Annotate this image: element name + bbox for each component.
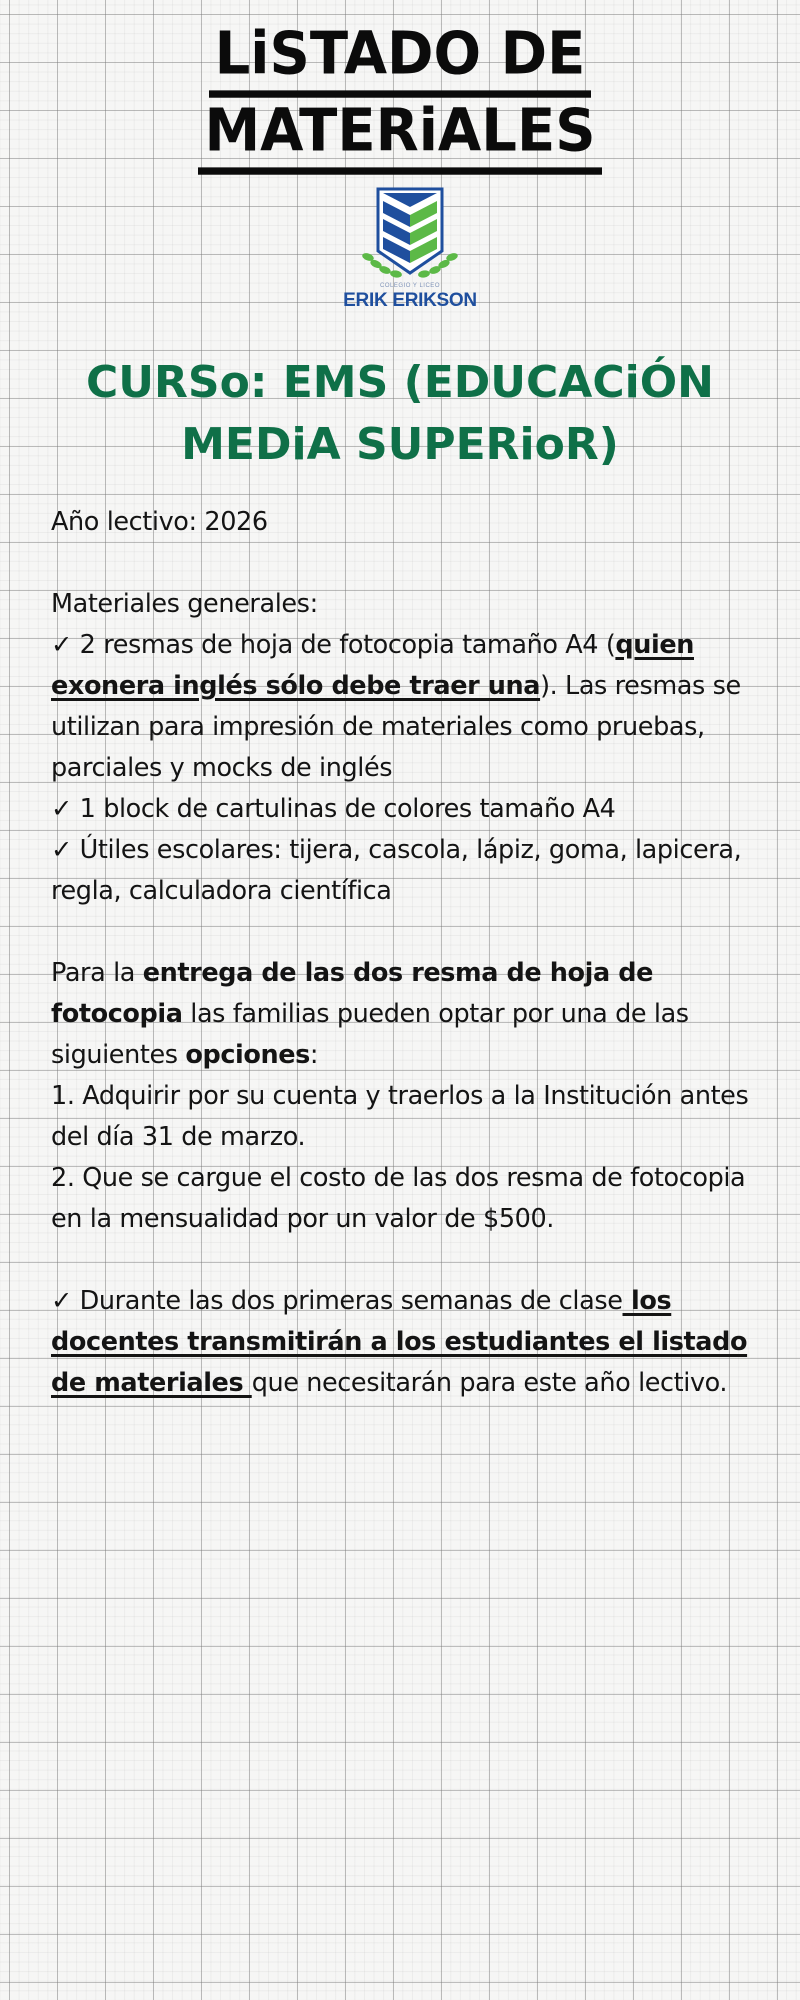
- delivery-paragraph: [51, 953, 781, 1076]
- closing-paragraph: [51, 1281, 781, 1404]
- option-1: 1. Adquirir por su cuenta y traerlos a la Institución antes del día 31 de marzo.: [51, 1081, 749, 1152]
- school-year: Año lectivo: 2026: [51, 507, 268, 537]
- text: :: [309, 1040, 319, 1070]
- document-body: [51, 502, 781, 1404]
- text: ✓ Durante las dos primeras semanas de clase: [51, 1286, 623, 1316]
- item-emphasis: quien exonera inglés sólo debe traer una: [51, 630, 694, 701]
- shield-icon: [362, 185, 458, 283]
- list-item: ✓ Útiles escolares: tijera, cascola, lápiz, goma, lapicera, regla, calculadora científica: [51, 835, 742, 906]
- general-materials-heading: Materiales generales:: [51, 589, 318, 619]
- page-title-line-1: [0, 20, 800, 96]
- text: que necesitarán para este año lectivo.: [251, 1368, 728, 1398]
- spacer: [51, 1240, 781, 1281]
- course-heading-line-1: CURSo: EMS (EDUCACiÓN: [86, 357, 714, 408]
- spacer: [51, 912, 781, 953]
- bold-text: opciones: [185, 1040, 310, 1070]
- logo-subtitle: COLEGIO Y LICEO: [380, 283, 440, 289]
- logo-name: ERIK ERIKSON: [343, 290, 477, 311]
- item-emphasis: los docentes transmitirán a los estudiantes el listado de materiales: [51, 1286, 748, 1398]
- list-item: [51, 625, 781, 789]
- title-text: LiSTADO DE: [209, 25, 592, 97]
- spacer: [51, 543, 781, 584]
- option-2: 2. Que se cargue el costo de las dos resma de fotocopia en la mensualidad por un valor de $500.: [51, 1163, 746, 1234]
- item-text: ✓ 2 resmas de hoja de fotocopia tamaño A4 (: [51, 630, 616, 660]
- item-text: ). Las resmas se utilizan para impresión de materiales como pruebas, parciales y mocks de inglés: [51, 671, 741, 783]
- school-logo: [340, 185, 480, 315]
- course-heading: [80, 352, 720, 476]
- course-heading-line-2: MEDiA SUPERioR): [181, 419, 619, 470]
- text: las familias pueden optar por una de las siguientes: [51, 999, 689, 1070]
- bold-text: entrega de las dos resma de hoja de fotocopia: [51, 958, 653, 1029]
- text: Para la: [51, 958, 143, 988]
- list-item: ✓ 1 block de cartulinas de colores tamaño A4: [51, 794, 616, 824]
- page-title-line-2: [0, 97, 800, 173]
- title-text: MATERiALES: [198, 102, 601, 174]
